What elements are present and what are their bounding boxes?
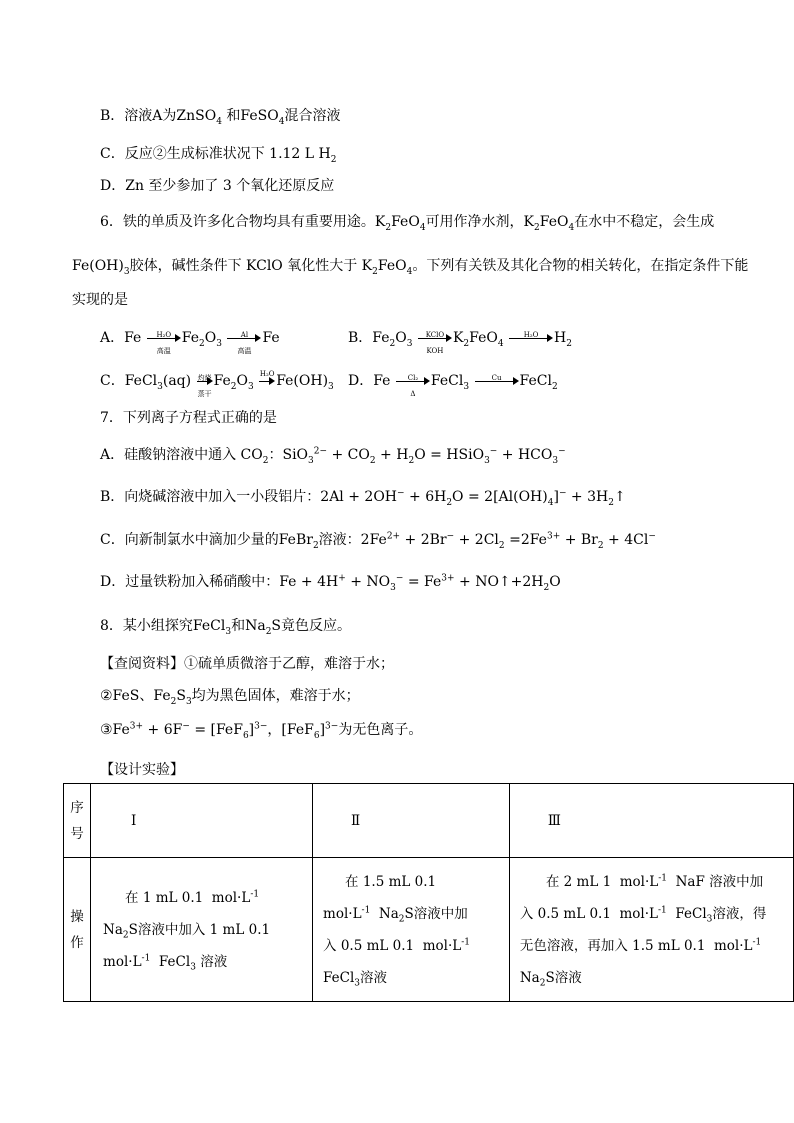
table-header-col-2: Ⅱ [313, 784, 510, 858]
q6-stem-line2: $Fe(OH)_3$胶体，碱性条件下 KClO 氧化性大于 $K_2FeO_4$。下列有关铁及其化合物的相关转化，在指定条件下能 [72, 258, 749, 277]
table-cell-exp-3: 在 2 mL 1 $mol\cdot L^{-1}$ NaF 溶液中加 入 0.5 mL 0.1 $mol\cdot L^{-1}$ FeCl$_3$溶液，得 无色溶液，再加入 1.5 mL 0.1 $mol\cdot L^{-1}$ $Na_2S$溶液 [509, 858, 793, 1002]
q8-reference-2: ②FeS、$Fe_2S_3$均为黑色固体，难溶于水； [100, 688, 360, 707]
table-header-col-3: Ⅲ [509, 784, 793, 858]
table-row [64, 858, 794, 1002]
reaction-arrow: $\frac{\text{Cl₂}}{\Delta}$ [396, 374, 430, 388]
reaction-arrow: H₂O [509, 331, 553, 345]
table-header-col-1: Ⅰ [91, 784, 313, 858]
q5-option-b: B．溶液A为ZnSO$_4$ 和FeSO$_4$混合溶液 [100, 108, 341, 127]
q6-option-a: A．Fe H₂O 高温 $Fe_2O_3$ Al 高温 Fe [100, 330, 280, 355]
experiment-table [63, 783, 794, 1002]
q7-option-a: A．硅酸钠溶液中通入 $CO_2$：$SiO_3^{2-} + CO_2 + H_2O$ = HSiO$_3$− + $HCO_3^-$ [100, 446, 566, 466]
reaction-arrow: 灼烧 蒸干 [197, 374, 212, 398]
q6-stem-line3: 实现的是 [72, 292, 128, 308]
q7-option-c: C．向新制氯水中滴加少量的FeBr$_2$溶液：$2Fe^{2+} + 2Br^- + 2Cl_2 =2Fe^{3+} + Br_2 + 4Cl^-$ [100, 531, 656, 551]
reaction-arrow: KClO KOH [418, 331, 452, 345]
q8-design-heading: 【设计实验】 [100, 762, 184, 778]
table-header-row [64, 784, 794, 858]
table-cell-exp-1: 在 1 mL 0.1 $mol\cdot L^{-1}$ $Na_2S$溶液中加入 1 mL 0.1 $mol\cdot L^{-1}$ FeCl$_3$ 溶液 [91, 858, 313, 1002]
q7-option-b: B．向烧碱溶液中加入一小段铝片：$2Al + 2OH^- + 6H_2O = 2[Al(OH)_4]^-$ + $3H_2↑$ [100, 488, 626, 508]
reaction-arrow: H₂O 高温 [147, 331, 181, 345]
reaction-arrow: Cu [475, 374, 519, 388]
q6-option-b: B．$Fe_2O_3$ KClO KOH $K_2FeO_4$ H₂O $H_2$ [348, 330, 572, 355]
reaction-arrow: H₂O [259, 374, 275, 388]
table-row-label: 操作 [64, 858, 91, 1002]
reaction-arrow: Al 高温 [227, 331, 261, 345]
q7-stem: 7．下列离子方程式正确的是 [100, 410, 277, 426]
q6-stem-line1: 6．铁的单质及许多化合物均具有重要用途。$K_2FeO_4$可用作净水剂，$K_2FeO_4$在水中不稳定，会生成 [100, 214, 715, 233]
q5-option-c: C．反应②生成标准状况下 1.12 L $H_2$ [100, 146, 337, 165]
q5-option-d: D．Zn 至少参加了 3 个氧化还原反应 [100, 178, 335, 194]
q7-option-d: D．过量铁粉加入稀硝酸中：$Fe + 4H^+ + NO_3^- = Fe^{3+}$ + $NO↑+2H_2O$ [100, 573, 561, 593]
q8-stem: 8．某小组探究FeCl$_3$和$Na_2S$竟色反应。 [100, 618, 352, 637]
table-cell-exp-2: 在 1.5 mL 0.1 $mol\cdot L^{-1}$ $Na_2S$溶液中加 入 0.5 mL 0.1 $mol\cdot L^{-1}$ FeCl$_3$溶液 [313, 858, 510, 1002]
q6-option-c: C．FeCl$_3$(aq) 灼烧 蒸干 $Fe_2O_3$ H₂O $Fe(OH)_3$ [100, 370, 334, 398]
table-header-index: 序号 [64, 784, 91, 858]
q8-reference-1: 【查阅资料】①硫单质微溶于乙醇，难溶于水； [100, 656, 394, 672]
q8-reference-3: $③Fe^{3+} + 6F^- = [FeF_6]^{3-}$，$[FeF_6]^{3-}$为无色离子。 [100, 721, 423, 741]
q6-option-d: D．Fe $\frac{\text{Cl₂}}{\Delta}$ FeCl$_3$ Cu FeCl$_2$ [348, 373, 558, 398]
